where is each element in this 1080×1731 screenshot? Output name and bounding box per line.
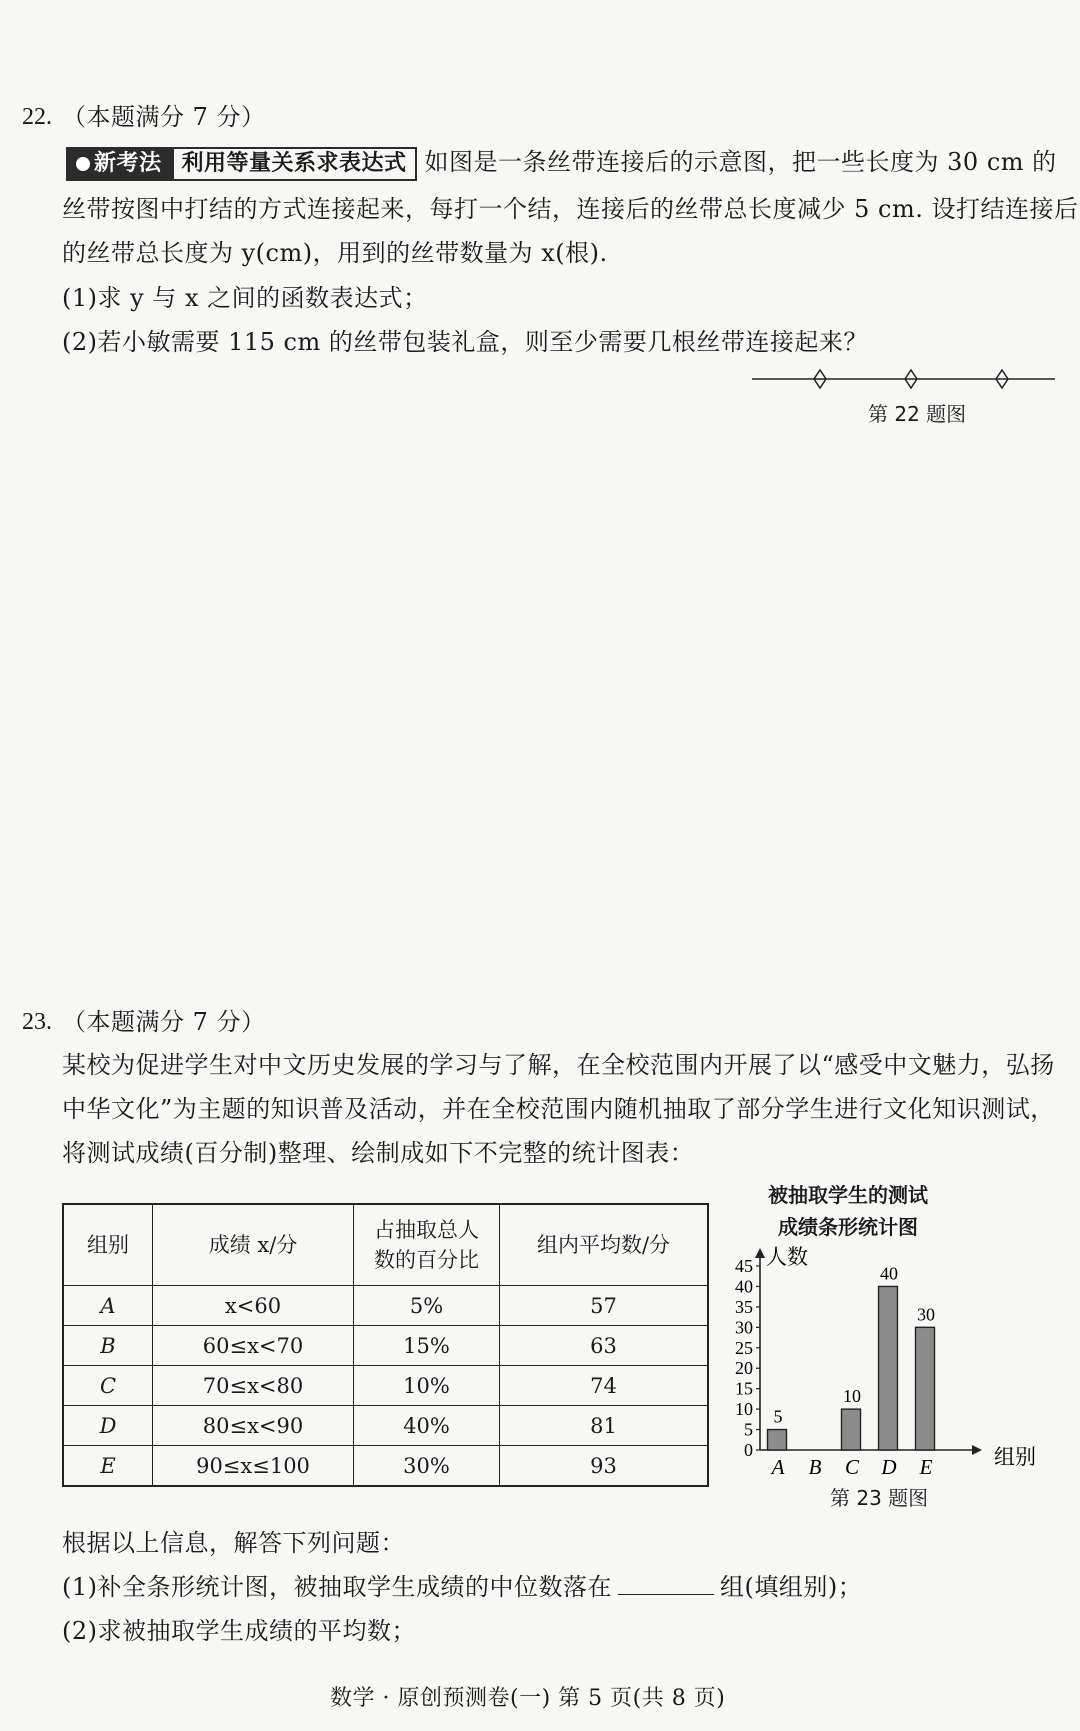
cell-group: D [63,1406,153,1446]
lightbulb-icon [76,157,90,171]
bar [842,1409,861,1450]
q23-intro-line2: 中华文化”为主题的知识普及活动，并在全校范围内随机抽取了部分学生进行文化知识测试， [62,1095,1055,1123]
header-score: 成绩 x/分 [153,1204,354,1286]
x-tick-label: D [881,1455,897,1479]
q23-score: （本题满分 7 分） [62,1008,266,1036]
y-axis-arrow-icon [755,1248,765,1258]
y-tick-label: 5 [744,1419,753,1440]
q23-after-intro: 根据以上信息，解答下列问题： [62,1529,405,1557]
ribbon-figure [750,365,1060,395]
table-header-row [63,1204,708,1286]
cell-percent: 30% [354,1446,500,1487]
y-tick-label: 0 [744,1440,753,1460]
y-tick-label: 20 [735,1358,753,1379]
q23-part1: (1)补全条形统计图，被抽取学生成绩的中位数落在 组(填组别)； [62,1573,863,1601]
table-row [63,1446,708,1487]
y-tick-label: 45 [735,1256,753,1276]
cell-group: C [63,1366,153,1406]
cell-percent: 5% [354,1286,500,1326]
y-axis-label: 人数 [766,1245,808,1269]
q23-number: 23. [22,1009,52,1035]
q22-tag [66,147,417,181]
chart-title-line2: 成绩条形统计图 [778,1215,918,1239]
bar-data-label: 5 [773,1406,783,1427]
q22-intro-line3: 的丝带总长度为 y(cm)，用到的丝带数量为 x(根). [62,239,608,267]
header-percent: 占抽取总人 数的百分比 [354,1204,500,1286]
bar [916,1327,935,1450]
bar-chart [720,1238,1040,1508]
x-axis-arrow-icon [972,1445,982,1455]
x-tick-label: B [808,1455,822,1479]
table-row [63,1406,708,1446]
cell-mean: 57 [500,1286,709,1326]
bar [879,1286,898,1450]
cell-mean: 93 [500,1446,709,1487]
bar-data-label: 10 [843,1386,861,1407]
cell-percent: 10% [354,1366,500,1406]
cell-group: A [63,1286,153,1326]
q22-part1: (1)求 y 与 x 之间的函数表达式； [62,284,428,312]
x-axis-label: 组别 [994,1445,1036,1469]
cell-mean: 81 [500,1406,709,1446]
q22-intro-line2: 丝带按图中打结的方式连接起来，每打一个结，连接后的丝带总长度减少 5 cm. 设打结连接后 [62,195,1079,223]
tag-new-method: 新考法 [66,147,172,181]
bar-data-label: 30 [917,1304,935,1325]
answer-blank[interactable] [618,1594,714,1595]
y-tick-label: 15 [735,1378,753,1399]
y-tick-label: 40 [735,1276,753,1297]
cell-range: 90≤x≤100 [153,1446,354,1487]
q22-part2: (2)若小敏需要 115 cm 的丝带包装礼盒，则至少需要几根丝带连接起来？ [62,328,868,356]
cell-group: B [63,1326,153,1366]
q22-number: 22. [22,104,52,130]
y-tick-label: 25 [735,1337,753,1358]
x-tick-label: A [771,1455,785,1479]
chart-title-line1: 被抽取学生的测试 [768,1183,928,1207]
tag-topic: 利用等量关系求表达式 [172,147,417,181]
q23-figure-caption: 第 23 题图 [830,1486,929,1510]
q22-intro-line1: 新考法 利用等量关系求表达式 如图是一条丝带连接后的示意图，把一些长度为 30 cm 的 [66,145,1057,181]
y-tick-label: 30 [735,1317,753,1338]
cell-range: x<60 [153,1286,354,1326]
cell-range: 80≤x<90 [153,1406,354,1446]
cell-range: 70≤x<80 [153,1366,354,1406]
cell-mean: 74 [500,1366,709,1406]
page-footer: 数学 · 原创预测卷(一) 第 5 页(共 8 页) [330,1686,726,1711]
table-row [63,1286,708,1326]
cell-mean: 63 [500,1326,709,1366]
score-table [62,1203,709,1487]
q22-score: （本题满分 7 分） [62,103,266,131]
cell-group: E [63,1446,153,1487]
q22-figure-caption: 第 22 题图 [868,402,967,426]
table-row [63,1366,708,1406]
x-tick-label: E [919,1455,933,1479]
cell-percent: 15% [354,1326,500,1366]
bar [768,1430,787,1450]
bar-data-label: 40 [880,1263,898,1284]
cell-range: 60≤x<70 [153,1326,354,1366]
q23-intro-line3: 将测试成绩(百分制)整理、绘制成如下不完整的统计图表： [62,1139,695,1167]
cell-percent: 40% [354,1406,500,1446]
y-tick-label: 10 [735,1399,753,1420]
table-row [63,1326,708,1366]
q23-intro-line1: 某校为促进学生对中文历史发展的学习与了解，在全校范围内开展了以“感受中文魅力，弘扬 [62,1051,1055,1079]
header-mean: 组内平均数/分 [500,1204,709,1286]
q23-part2: (2)求被抽取学生成绩的平均数； [62,1617,416,1645]
header-group: 组别 [63,1204,153,1286]
y-tick-label: 35 [735,1296,753,1317]
x-tick-label: C [844,1455,860,1479]
